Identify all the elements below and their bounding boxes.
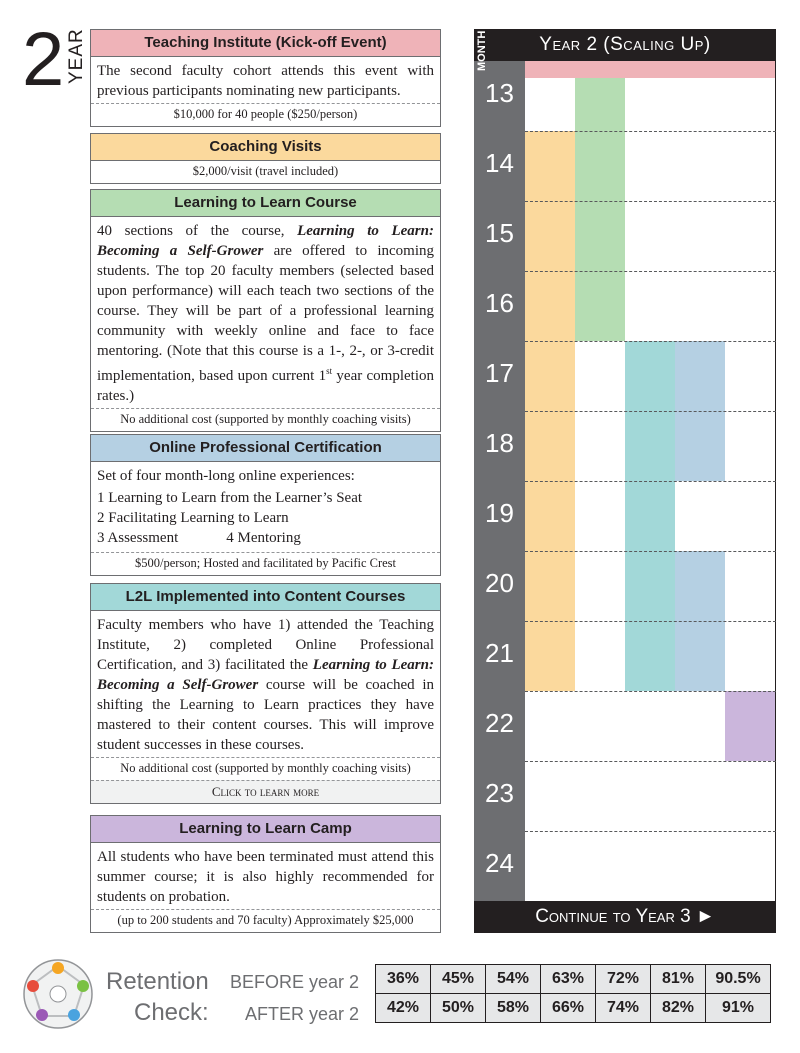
online-cert-list [91,488,440,552]
month-divider [525,691,776,692]
month-axis-label: MONTH [476,30,488,71]
month-label: 23 [485,778,514,808]
month-divider [525,411,776,412]
month-divider [525,481,776,482]
month-label: 24 [485,848,514,878]
month-column [474,61,525,901]
online-cert-title: Online Professional Certification [90,434,441,462]
continue-year3-button[interactable]: Continue to Year 3 ► [474,901,776,933]
before-label: BEFORE year 2 [230,972,360,992]
month-divider [525,201,776,202]
online-cert-cost: $500/person; Hosted and facilitated by Pacific Crest [91,552,440,575]
month-label: 20 [485,568,514,598]
coaching-visits-card [90,133,441,184]
learning-cycle-logo-icon [22,958,94,1030]
retention-cell: 54% [486,965,541,994]
online-cert-item: 3 Assessment [97,530,179,546]
retention-cell: 72% [596,965,651,994]
month-label: 13 [485,78,514,108]
l2l-content-text: Faculty members who have 1) attended the Teaching Institute, 2) completed Online Professional Certification, and 3) facilitated the Learning to Learn: Becoming a Self-Grower course will be coached in shifting the Learning to Learn practices they have mastered to their content courses. This will improve student successes in these courses. [97,617,434,753]
month-label: 16 [485,288,514,318]
teaching-institute-text: The second faculty cohort attends this event with previous participants nominating new participants. [97,63,434,99]
retention-cell: 82% [651,994,706,1023]
retention-cell: 45% [431,965,486,994]
month-divider [525,831,776,832]
l2l-camp-bar [725,691,775,761]
l2l-content-cost: No additional cost (supported by monthly coaching visits) [91,757,440,780]
l2l-content-card [90,583,441,804]
retention-cell: 42% [376,994,431,1023]
month-label: 18 [485,428,514,458]
retention-cell: 91% [706,994,771,1023]
year-label: YEAR [66,28,87,84]
month-label: 14 [485,148,514,178]
retention-cell: 66% [541,994,596,1023]
timeline-header: Year 2 (Scaling Up) [474,29,776,61]
l2l-course-title: Learning to Learn Course [90,189,441,217]
teaching-institute-bar [525,61,775,78]
online-cert-item: 4 Mentoring [226,530,301,546]
month-divider [525,761,776,762]
month-label: 15 [485,218,514,248]
l2l-camp-cost: (up to 200 students and 70 faculty) Approximately $25,000 [91,909,440,932]
l2l-course-card [90,189,441,432]
retention-cell: 63% [541,965,596,994]
month-divider [525,551,776,552]
after-row [376,994,771,1023]
online-cert-item: 1 Learning to Learn from the Learner’s Seat [97,490,363,506]
l2l-content-bar [625,341,675,691]
l2l-camp-card [90,815,441,933]
month-label: 19 [485,498,514,528]
retention-cell: 50% [431,994,486,1023]
year-number: 2 [22,17,65,102]
retention-table [375,964,771,1023]
retention-title-1: Retention [106,968,209,995]
coaching-visits-cost: $2,000/visit (travel included) [192,164,339,178]
teaching-institute-title: Teaching Institute (Kick-off Event) [90,29,441,57]
coaching-visits-title: Coaching Visits [90,133,441,161]
month-label: 21 [485,638,514,668]
month-label: 17 [485,358,514,388]
after-label: AFTER year 2 [245,1004,360,1024]
retention-cell: 81% [651,965,706,994]
retention-cell: 58% [486,994,541,1023]
retention-title-2: Check: [134,999,209,1026]
l2l-camp-title: Learning to Learn Camp [90,815,441,843]
before-row [376,965,771,994]
month-divider [525,621,776,622]
timeline [474,29,776,933]
l2l-camp-text: All students who have been terminated must attend this summer course; it is also highly recommended for students on probation. [97,849,434,905]
retention-cell: 90.5% [706,965,771,994]
retention-cell: 36% [376,965,431,994]
month-divider [525,271,776,272]
l2l-content-title: L2L Implemented into Content Courses [90,583,441,611]
online-cert-intro: Set of four month-long online experiences: [97,468,355,484]
retention-cell: 74% [596,994,651,1023]
l2l-course-text: 40 sections of the course, Learning to Learn: Becoming a Self-Grower are offered to incoming students. The top 20 faculty members (selected based upon performance) will each teach two sections of the course. They will be part of a professional learning community with weekly online and face to face mentoring. (Note that this course is a 1-, 2-, or 3-credit implementation, based upon current 1st year completion rates.) [97,223,435,404]
teaching-institute-card [90,29,441,127]
month-divider [525,131,776,132]
learn-more-link[interactable]: Click to learn more [91,780,440,803]
online-cert-card [90,434,441,576]
l2l-course-bar [575,78,625,341]
month-label: 22 [485,708,514,738]
l2l-course-cost: No additional cost (supported by monthly coaching visits) [91,408,440,431]
teaching-institute-cost: $10,000 for 40 people ($250/person) [91,103,440,126]
month-divider [525,341,776,342]
online-cert-item: 2 Facilitating Learning to Learn [97,510,289,526]
